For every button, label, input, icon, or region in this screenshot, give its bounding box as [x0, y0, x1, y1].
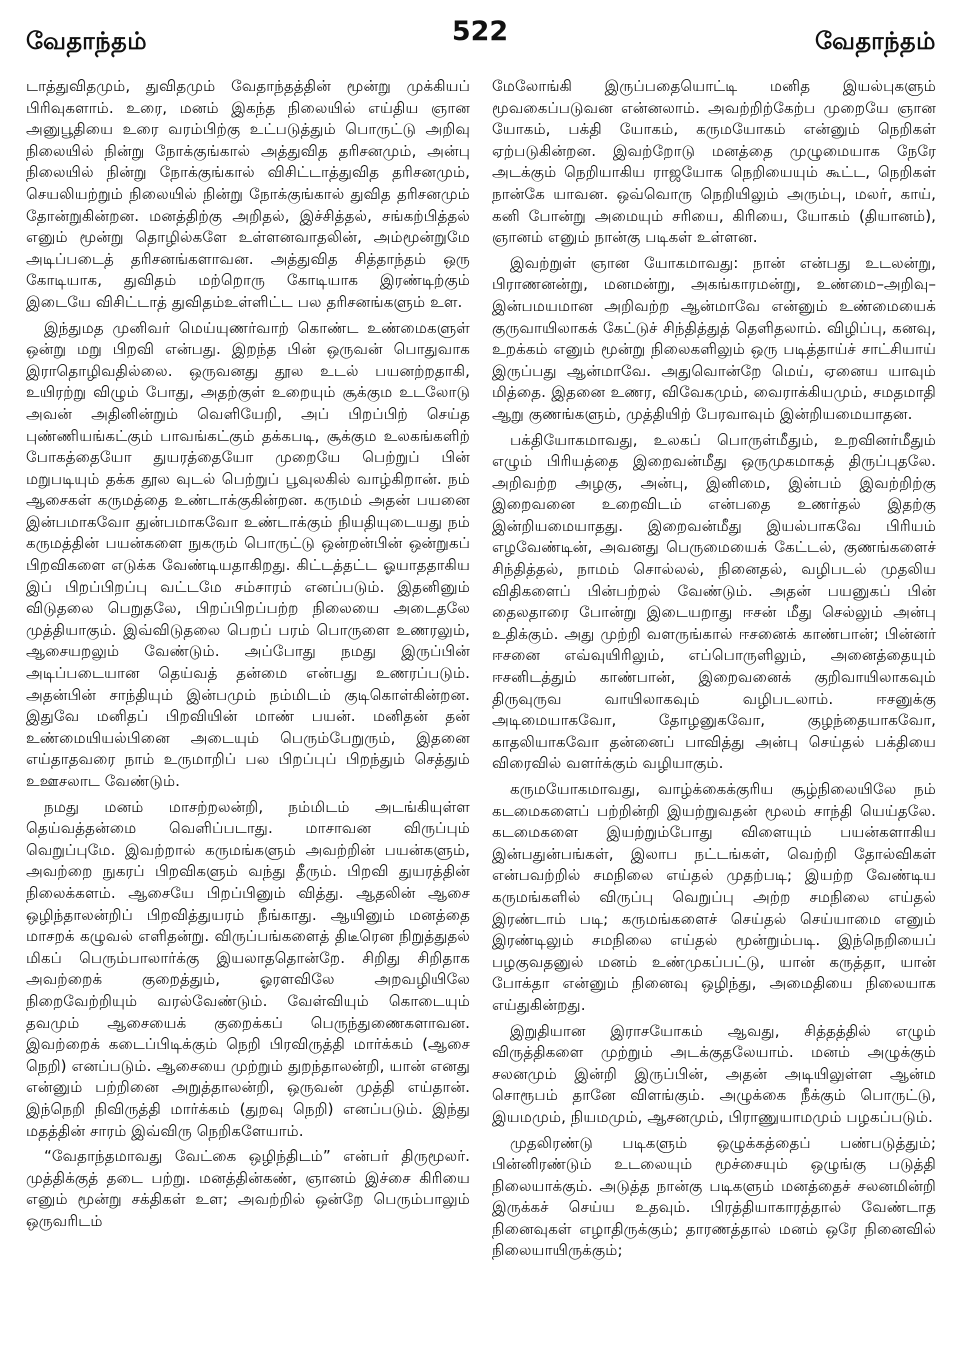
running-head-right: வேதாந்தம்: [814, 27, 936, 55]
right-column: [492, 76, 936, 1266]
page-header: [26, 18, 936, 58]
paragraph: முதலிரண்டு படிகளும் ஒழுக்கத்தைப் பண்படுத்தும்; பின்னிரண்டும் உடலையும் மூச்சையும் ஒழுங்கு படுத்தி நிலையாக்கும். அடுத்த நான்கு படிகளும் மனத்தைச் சலனமின்றி இருக்கச் செய்ய உதவும். பிரத்தியாகாரத்தால் வேண்டாத நினைவுகள் எழாதிருக்கும்; தாரணத்தால் மனம் ஒரே நினைவில் நிலையாயிருக்கும்;: [492, 1133, 936, 1260]
paragraph: கருமயோகமாவது, வாழ்க்கைக்குரிய சூழ்நிலையிலே நம் கடமைகளைப் பற்றின்றி இயற்றுவதன் மூலம் சாந்தி யெய்தலே. கடமைகளை இயற்றும்போது விளையும் பயன்களாகிய இன்பதுன்பங்கள், இலாப நட்டங்கள், வெற்றி தோல்விகள் என்பவற்றில் சமநிலை எய்தல் முதற்படி; இயற்ற வேண்டிய கருமங்களில் விருப்பு வெறுப்பு அற்ற சமநிலை எய்தல் இரண்டாம் படி; கருமங்களைச் செய்தல் செய்யாமை எனும் இரண்டிலும் சமநிலை எய்தல் மூன்றும்படி. இந்நெறியைப் பழகுவதனுல் மனம் உண்முகப்பட்டு, யான் கருத்தா, யான் போக்தா என்னும் நினைவு ஒழிந்து, அமைதியை நிலையாக எய்துகின்றது.: [492, 780, 936, 1014]
paragraph: இவற்றுள் ஞான யோகமாவது: நான் என்பது உடலன்று, பிராணனன்று, மனமன்று, அகங்காரமன்று, உண்மை–அறிவு–இன்பமயமான அறிவற்ற ஆன்மாவே என்னும் உண்மையைக் குருவாயிலாகக் கேட்டுச் சிந்தித்துத் தெளிதலாம். விழிப்பு, கனவு, உறக்கம் எனும் மூன்று நிலைகளிலும் ஒரு படித்தாய்ச் சாட்சியாய் இருப்பது ஆன்மாவே. அதுவொன்றே மெய், ஏனைய யாவும் மித்தை. இதனை உணர, விவேகமும், வைராக்கியமும், சமதமாதி ஆறு குணங்களும், முத்தியிற் பேரவாவும் இன்றியமையாதன.: [492, 253, 936, 423]
text-columns: [26, 76, 936, 1266]
running-head-left: வேதாந்தம்: [26, 27, 148, 55]
paragraph: “வேதாந்தமாவது வேட்கை ஒழிந்திடம்” என்பர் திருமூலர். முத்திக்குத் தடை பற்று. மனத்தின்கண், ஞானம் இச்சை கிரியை எனும் மூன்று சக்திகள் உள; அவற்றில் ஒன்றே பெரும்பாலும் ஒருவரிடம்: [26, 1147, 470, 1230]
paragraph: இந்துமத முனிவர் மெய்யுணர்வாற் கொண்ட உண்மைகளுள் ஒன்று மறு பிறவி என்பது. இறந்த பின் ஒருவன் பொதுவாக இராதொழிவதில்லை. ஒருவனது தூல உடல் பயனற்றதாகி, உயிரற்று விழும் போது, அதற்குள் உறையும் சூக்கும உடலோடு அவன் அதினின்றும் வெளியேறி, அப் பிறப்பிற் செய்த புண்ணியங்கட்கும் பாவங்கட்கும் தக்கபடி, சூக்கும உலகங்களிற் போகத்தையோ துயரத்தையோ முறையே பெற்றுப் பின் மறுபடியும் தக்க தூல வுடல் பெற்றுப் பூவுலகில் வாழ்கிறான். நம் ஆசைகள் கருமத்தை உண்டாக்குகின்றன. கருமம் அதன் பயனை இன்பமாகவோ துன்பமாகவோ உண்டாக்கும் நியதியுடையது நம் கருமத்தின் பயன்களை நுகரும் பொருட்டு ஒன்றன்பின் ஒன்றுகப் பிறவிகளை எடுக்க வேண்டியதாகிறது. கிட்டத்தட்ட ஓயாததாகிய இப் பிறப்பிறப்பு வட்டமே சம்சாரம் எனப்படும். இதனினும் விடுதலை பெறுதலே, பிறப்பிறப்பற்ற நிலையை அடைதலே முத்தியாகும். இவ்விடுதலை பெறப் பரம் பொருளை உணரலும், ஆசையறலும் வேண்டும். அப்போது நமது இருப்பின் அடிப்படையான தெய்வத் தன்மை என்பது உணரப்படும். அதன்பின் சாந்தியும் இன்பமும் நம்மிடம் குடிகொள்கின்றன. இதுவே மனிதப் பிறவியின் மாண் பயன். மனிதன் தன் உண்மையியல்பினை அடையும் பெரும்பேறுரும், இதனை எய்தாதவரை நாம் உருமாறிப் பல பிறப்புப் பிறந்தும் செத்தும் உஊசலாட வேண்டும்.: [26, 318, 470, 790]
paragraph: இறுதியான இராசயோகம் ஆவது, சித்தத்தில் எழும் விருத்திகளை முற்றும் அடக்குதலேயாம். மனம் அழுக்கும் சலனமும் இன்றி இருப்பின், அதன் அடியிலுள்ள ஆன்ம சொரூபம் தானே விளங்கும். அழுக்கை நீக்கும் பொருட்டு, இயமமும், நியமமும், ஆசனமும், பிராணுயாமமும் பழகப்படும்.: [492, 1021, 936, 1126]
page-number: 522: [451, 16, 509, 47]
paragraph: டாத்துவிதமும், துவிதமும் வேதாந்தத்தின் மூன்று முக்கியப் பிரிவுகளாம். உரை, மனம் இகந்த நிலையில் எய்திய ஞான அனுபூதியை உரை வரம்பிற்கு உட்படுத்தும் பொருட்டு அறிவு நிலையில் நின்று நோக்குங்கால் அத்துவித தரிசனமும், அன்பு நிலையில் நின்று நோக்குங்கால் விசிட்டாத்துவித தரிசனமும், செயலியற்றும் நிலையில் நின்று நோக்குங்கால் துவித தரிசனமும் தோன்றுகின்றன. மனத்திற்கு அறிதல், இச்சித்தல், சங்கற்பித்தல் எனும் மூன்று தொழில்களே உள்ளனவாதலின், அம்மூன்றுமே அடிப்படைத் தரிசனங்களாவன. அத்துவித சித்தாந்தம் ஒரு கோடியாக, துவிதம் மற்றொரு கோடியாக இரண்டிற்கும் இடையே விசிட்டாத் துவிதம்உள்ளிட்ட பல தரிசனங்களும் உள.: [26, 77, 470, 311]
paragraph: மேலோங்கி இருப்பதையொட்டி மனித இயல்புகளும் மூவகைப்படுவன என்னலாம். அவற்றிற்கேற்ப முறையே ஞான யோகம், பக்தி யோகம், கருமயோகம் என்னும் நெறிகள் ஏற்படுகின்றன. இவற்றோடு மனத்தை முழுமையாக நேரே அடக்கும் நெறியாகிய ராஜயோக நெறியையும் கூட்ட, நெறிகள் நான்கே யாவன. ஒவ்வொரு நெறியிலும் அரும்பு, மலர், காய், கனி போன்று அமையும் சரியை, கிரியை, யோகம் (தியானம்), ஞானம் எனும் நான்கு படிகள் உள்ளன.: [492, 77, 936, 247]
paragraph: நமது மனம் மாசற்றலன்றி, நம்மிடம் அடங்கியுள்ள தெய்வத்தன்மை வெளிப்படாது. மாசாவன விருப்பும் வெறுப்புமே. இவற்றால் கருமங்களும் அவற்றின் பயன்களும், அவற்றை நுகரப் பிறவிகளும் வந்து தீரும். பிறவி துயரத்தின் நிலைக்களம். ஆசையே பிறப்பினும் வித்து. ஆதலின் ஆசை ஒழிந்தாலன்றிப் பிறவித்துயரம் நீங்காது. ஆயினும் மனத்தை மாசறக் கழுவல் எளிதன்று. விருப்பங்களைத் திடீரென நிறுத்துதல் மிகப் பெரும்பாலார்க்கு இயலாததொன்றே. சிறிது சிறிதாக அவற்றைக் குறைத்தும், ஓரளவிலே அறவழியிலே நிறைவேற்றியும் வரல்வேண்டும். வேள்வியும் கொடையும் தவமும் ஆசையைக் குறைக்கப் பெருந்துணைகளாவன. இவற்றைக் கடைப்பிடிக்கும் நெறி பிரவிருத்தி மார்க்கம் (ஆசை நெறி) எனப்படும். ஆசையை முற்றும் துறந்தாலன்றி, யான் எனது என்னும் பற்றினை அறுத்தாலன்றி, ஒருவன் முத்தி எய்தான். இந்நெறி நிவிருத்தி மார்க்கம் (துறவு நெறி) எனப்படும். இந்து மதத்தின் சாரம் இவ்விரு நெறிகளேயாம்.: [26, 797, 470, 1140]
left-column: [26, 76, 470, 1266]
paragraph: பக்தியோகமாவது, உலகப் பொருள்மீதும், உறவினர்மீதும் எழும் பிரியத்தை இறைவன்மீது ஒருமுகமாகத் திருப்புதலே. அறிவற்ற அழகு, அன்பு, இனிமை, இன்பம் இவற்றிற்கு இறைவனை உறைவிடம் என்பதை உணர்தல் இதற்கு இன்றியமையாதது. இறைவன்மீது இயல்பாகவே பிரியம் எழவேண்டின், அவனது பெருமையைக் கேட்டல், குணங்களைச் சிந்தித்தல், நாமம் சொல்லல், நினைதல், வழிபடல் முதலிய விதிகளைப் பின்பற்றல் வேண்டும். அதன் பயனுகப் பின் தைலதாரை போன்று இடையறாது ஈசன் மீது செல்லும் அன்பு உதிக்கும். அது முற்றி வளருங்கால் ஈசனைக் காண்பான்; பின்னர் ஈசனை எவ்வுயிரிலும், எப்பொருளிலும், அனைத்தையும் ஈசனிடத்தும் காண்பான், இறைவனைக் குறிவாயிலாகவும் திருவுருவ வாயிலாகவும் வழிபடலாம். ஈசனுக்கு அடிமையாகவோ, தோழனுகவோ, குழந்தையாகவோ, காதலியாகவோ தன்னைப் பாவித்து அன்பு செய்தல் பக்தியை விரைவில் வளர்க்கும் வழியாகும்.: [492, 430, 936, 773]
